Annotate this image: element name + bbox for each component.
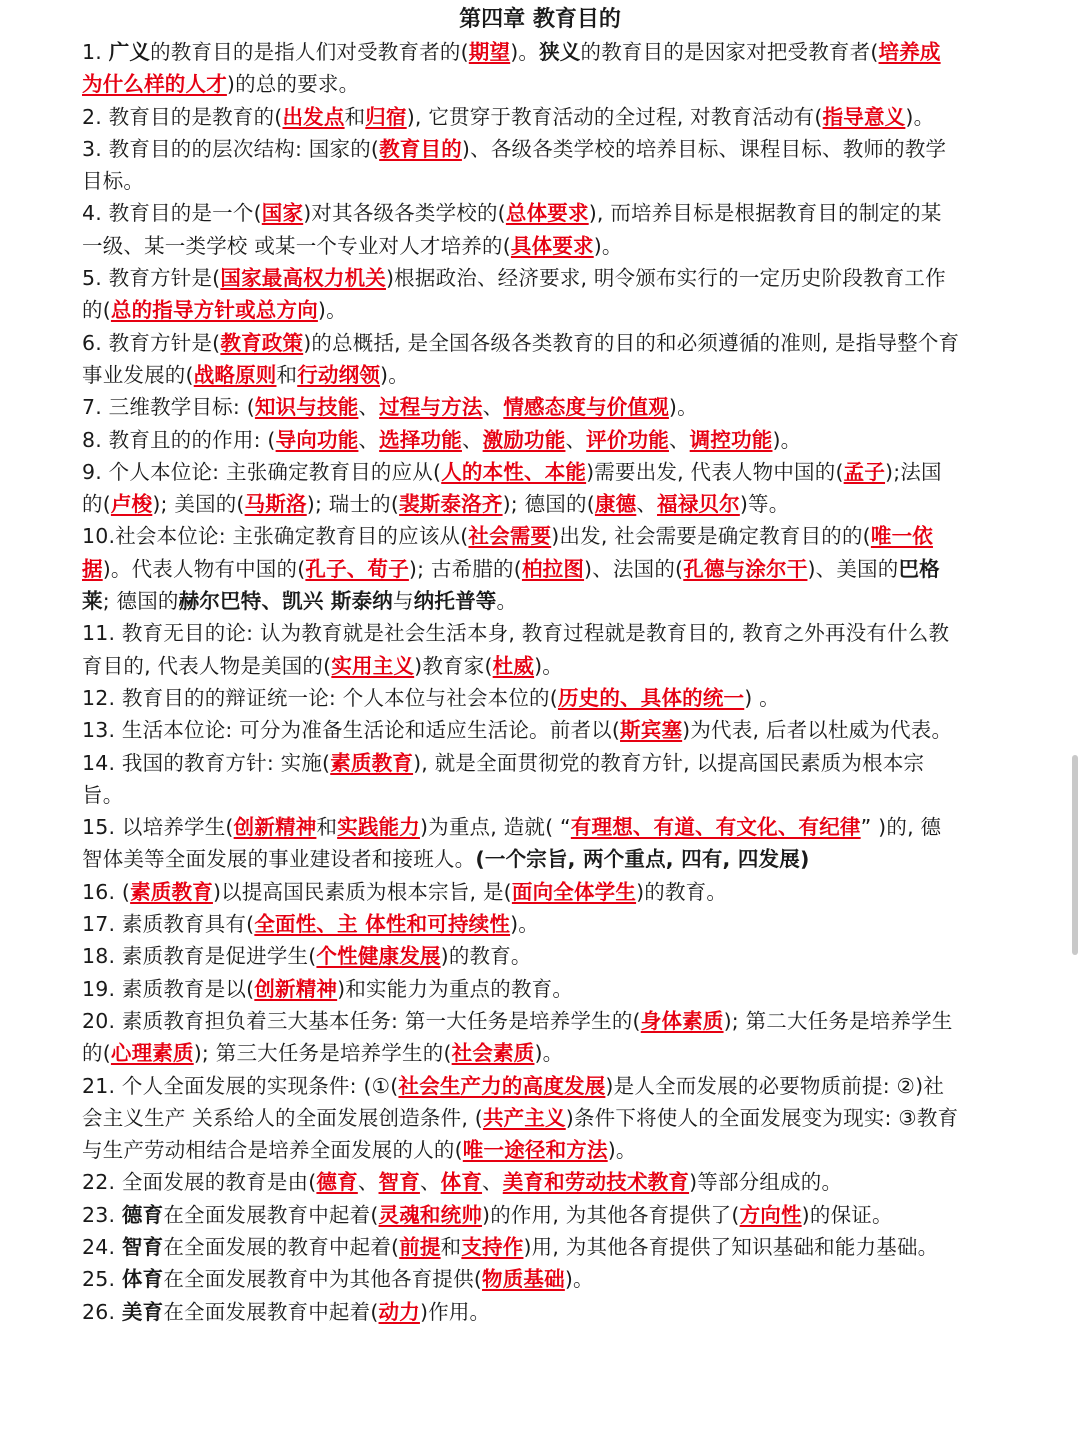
bold-term: 美育	[121, 1299, 164, 1324]
item-text: )。	[534, 653, 563, 678]
item-text: ); 第二大任务是培养学生的(	[82, 1008, 953, 1066]
item-text: 和	[316, 815, 338, 840]
answer-highlight: 唯一途径和方法	[462, 1138, 608, 1163]
item-text: 12. 教育目的的辩证统一论: 个人本位与社会本位的(	[82, 685, 558, 710]
item-text: )、美国的	[807, 556, 899, 581]
item-text: 17. 素质教育具有(	[82, 912, 255, 937]
item-text: )以提高国民素质为根本宗旨, 是(	[212, 879, 512, 904]
item-text: 14. 我国的教育方针: 实施(	[82, 750, 331, 775]
item-text: 10.社会本位论: 主张确定教育目的应该从(	[82, 524, 469, 549]
answer-highlight: 过程与方法	[379, 395, 483, 420]
item-text: 在全面发展的教育中起着(	[163, 1234, 400, 1259]
list-item	[82, 876, 960, 908]
bold-term: 体育	[121, 1267, 164, 1292]
item-text: )。	[534, 1041, 564, 1066]
list-item	[82, 682, 960, 714]
list-item	[82, 1296, 960, 1328]
answer-highlight: 出发点	[282, 104, 345, 129]
item-text: )。	[905, 104, 935, 129]
item-text: 和	[344, 104, 366, 129]
item-text: )的作用, 为其他各育提供了(	[482, 1202, 740, 1227]
list-item	[82, 747, 960, 812]
answer-highlight: 斯宾塞	[620, 718, 683, 743]
item-text: )根据政治、经济要求, 明令颁布实行的一定历史阶段教育工作的(	[82, 266, 946, 323]
list-item	[82, 456, 960, 521]
answer-highlight: 教育目的	[379, 136, 462, 161]
list-item	[82, 617, 960, 682]
list-item	[82, 101, 960, 133]
item-text: 23.	[82, 1202, 122, 1227]
answer-highlight: 柏拉图	[521, 556, 585, 581]
answer-highlight: 裴斯泰洛齐	[399, 492, 503, 517]
item-text: 24.	[82, 1234, 122, 1259]
item-text: 2. 教育目的是教育的(	[82, 104, 283, 129]
item-text: 、	[482, 395, 504, 420]
answer-highlight: 社会需要	[468, 524, 552, 549]
list-item	[82, 1263, 960, 1295]
list-item	[82, 36, 960, 101]
answer-highlight: 总体要求	[505, 201, 589, 226]
item-text: 5. 教育方针是(	[82, 266, 221, 291]
answer-highlight: 归宿	[365, 104, 407, 129]
list-item	[82, 811, 960, 876]
answer-highlight: 激励功能	[482, 427, 566, 452]
answer-highlight: 有理想、有道、有文化、有纪律	[570, 815, 861, 840]
item-text: 8. 教育且的的作用: (	[82, 427, 276, 452]
answer-highlight: 创新精神	[233, 815, 317, 840]
item-text: )。	[668, 395, 698, 420]
item-text: )作用。	[419, 1299, 491, 1324]
answer-highlight: 创新精神	[254, 976, 338, 1001]
item-text: ), 它贯穿于教育活动的全过程, 对教育活动有(	[406, 104, 823, 129]
item-text: 、	[461, 427, 483, 452]
list-item	[82, 391, 960, 423]
item-text: 的教育目的是指人们对受教育者的(	[150, 40, 469, 64]
answer-highlight: 实践能力	[337, 815, 420, 840]
item-text: )。	[510, 40, 540, 64]
answer-highlight: 德育	[316, 1170, 358, 1195]
item-text: )条件下将使人的全面发展变为现实: ③教育与生产劳动相结合是培养全面发展的人的(	[82, 1105, 959, 1163]
list-item	[82, 1070, 960, 1167]
answer-highlight: 心理素质	[110, 1041, 194, 1066]
answer-highlight: 导向功能	[275, 427, 359, 452]
item-text: 、	[668, 427, 690, 452]
answer-highlight: 选择功能	[379, 427, 462, 452]
item-text: 11. 教育无目的论: 认为教育就是社会生活本身, 教育过程就是教育目的, 教育之外再没有什么教育目的, 代表人物是美国的(	[82, 621, 950, 678]
item-text: ), 而培养目标是根据教育目的制定的某一级、某一类学校 或某一个专业对人才培养的(	[82, 201, 942, 258]
answer-highlight: 知识与技能	[254, 395, 359, 420]
item-text: ); 第三大任务是培养学生的(	[193, 1041, 452, 1066]
answer-highlight: 福禄贝尔	[657, 492, 740, 517]
item-text: )。	[593, 233, 623, 258]
item-text: )为代表, 后者以杜威为代表。	[682, 718, 953, 743]
answer-highlight: 孔德与涂尔干	[683, 556, 808, 581]
item-text: )。	[772, 427, 802, 452]
answer-highlight: 期望	[468, 40, 511, 64]
answer-highlight: 素质教育	[330, 750, 414, 775]
item-text: 、	[357, 1170, 379, 1195]
item-text: 、	[565, 427, 587, 452]
item-text: 在全面发展教育中起着(	[163, 1299, 379, 1324]
item-text: ); 美国的(	[152, 492, 245, 517]
item-text: ), 就是全面贯彻党的教育方针, 以提高国民素质为根本宗旨。	[82, 750, 925, 807]
list-item	[82, 940, 960, 972]
item-text: 、	[358, 395, 380, 420]
answer-highlight: 社会素质	[451, 1041, 535, 1066]
answer-highlight: 个性健康发展	[316, 944, 441, 969]
item-text: )。代表人物有中国的(	[102, 556, 306, 581]
item-text: );法国的(	[82, 459, 942, 517]
item-text: 16. (	[82, 879, 131, 904]
answer-highlight: 卢梭	[110, 492, 153, 517]
answer-highlight: 社会生产力的高度发展	[398, 1073, 606, 1098]
answer-highlight: 支持作	[461, 1234, 524, 1259]
answer-highlight: 调控功能	[689, 427, 773, 452]
item-text: 在全面发展教育中为其他各育提供(	[163, 1267, 483, 1292]
item-text: 。	[496, 589, 518, 614]
item-text: 21. 个人全面发展的实现条件: (①(	[82, 1073, 399, 1098]
list-item	[82, 973, 960, 1005]
item-text: 和	[276, 362, 298, 387]
item-text: )教育家(	[414, 653, 493, 678]
item-text: 、	[358, 427, 380, 452]
item-text: )。	[607, 1138, 637, 1163]
answer-highlight: 方向性	[739, 1202, 802, 1227]
answer-highlight: 国家最高权力机关	[220, 266, 386, 291]
item-text: 和	[440, 1234, 462, 1259]
bold-term: 巴格莱	[82, 556, 940, 614]
answer-highlight: 素质教育	[130, 879, 213, 904]
item-text: )。	[564, 1267, 594, 1292]
item-text: 20. 素质教育担负着三大基本任务: 第一大任务是培养学生的(	[82, 1008, 641, 1033]
answer-highlight: 马斯洛	[244, 492, 307, 517]
list-item	[82, 714, 960, 746]
item-text: )是人全而发展的必要物质前提: ②)社会主义生产 关系给人的全面发展创造条件, (	[82, 1073, 945, 1130]
item-text: )用, 为其他各育提供了知识基础和能力基础。	[523, 1234, 939, 1259]
item-text: 1.	[82, 40, 109, 64]
answer-highlight: 总的指导方针或总方向	[110, 298, 318, 323]
item-text: )的总的要求。	[226, 72, 360, 97]
bold-term: 智育	[121, 1234, 164, 1259]
item-text: )等部分组成的。	[689, 1170, 843, 1195]
list-item	[82, 1199, 960, 1231]
answer-highlight: 身体素质	[640, 1008, 724, 1033]
answer-highlight: 情感态度与价值观	[503, 395, 669, 420]
item-text: 、	[636, 492, 658, 517]
scrollbar[interactable]	[1072, 755, 1078, 955]
item-text: )和实能力为重点的教育。	[337, 976, 574, 1001]
item-text: 15. 以培养学生(	[82, 815, 234, 840]
item-text: 19. 素质教育是以(	[82, 976, 255, 1001]
answer-highlight: 杜威	[492, 653, 535, 678]
answer-highlight: 实用主义	[331, 653, 415, 678]
answer-highlight: 培养成为什么样的人才	[82, 40, 941, 97]
item-text: )需要出发, 代表人物中国的(	[586, 459, 844, 484]
list-item	[82, 133, 960, 198]
item-text: 26.	[82, 1299, 122, 1324]
answer-highlight: 人的本性、本能	[441, 459, 587, 484]
answer-highlight: 评价功能	[586, 427, 669, 452]
answer-highlight: 行动纲领	[297, 362, 381, 387]
answer-highlight: 全面性、主 体性和可持续性	[254, 912, 511, 937]
item-text: 25.	[82, 1267, 122, 1292]
item-text: 、	[419, 1170, 441, 1195]
item-text: 18. 素质教育是促进学生(	[82, 944, 317, 969]
list-item	[82, 908, 960, 940]
answer-highlight: 具体要求	[510, 233, 594, 258]
list-item	[82, 1231, 960, 1263]
bold-term: 赫尔巴特、凯兴 斯泰纳	[178, 589, 393, 614]
list-item	[82, 327, 960, 392]
item-text: )的教育。	[636, 879, 728, 904]
list-item	[82, 520, 960, 617]
item-text: )、各级各类学校的培养目标、课程目标、教师的教学目标。	[82, 136, 947, 194]
item-text: ) 。	[744, 685, 780, 710]
item-text: 4. 教育目的是一个(	[82, 201, 262, 226]
item-text: )。	[510, 912, 539, 937]
bold-term: 狭义	[539, 40, 581, 64]
item-text: 6. 教育方针是(	[82, 330, 221, 355]
list-item	[82, 1166, 960, 1198]
answer-highlight: 共产主义	[482, 1105, 566, 1130]
item-text: )的保证。	[801, 1202, 893, 1227]
answer-highlight: 体育	[440, 1170, 483, 1195]
item-text: 22. 全面发展的教育是由(	[82, 1170, 317, 1195]
answer-highlight: 物质基础	[482, 1267, 565, 1292]
item-text: )的总概括, 是全国各级各类教育的目的和必须遵循的准则, 是指导整个育事业发展的(	[82, 330, 960, 387]
list-item	[82, 424, 960, 456]
item-text: ); 德国的(	[502, 492, 595, 517]
item-text: 在全面发展教育中起着(	[163, 1202, 379, 1227]
item-text: )出发, 社会需要是确定教育目的的(	[551, 524, 871, 549]
item-text: )。	[380, 362, 409, 387]
item-text: 3. 教育目的的层次结构: 国家的(	[82, 136, 380, 161]
answer-highlight: 灵魂和统帅	[378, 1202, 483, 1227]
item-text: )、法国的(	[584, 556, 684, 581]
item-text: ); 瑞士的(	[306, 492, 400, 517]
item-text: 7. 三维教学目标: (	[82, 395, 255, 420]
bold-term: 广义	[108, 40, 151, 64]
bold-term: 德育	[121, 1202, 164, 1227]
list-item	[82, 1005, 960, 1070]
answer-highlight: 国家	[261, 201, 304, 226]
bold-term: 纳托普等	[413, 589, 497, 614]
item-text: )为重点, 造就( “	[419, 815, 571, 840]
answer-highlight: 战略原则	[193, 362, 277, 387]
item-text: 9. 个人本位论: 主张确定教育目的应从(	[82, 459, 442, 484]
document-body	[0, 36, 1080, 1328]
bold-term: (一个宗旨, 两个重点, 四有, 四发展)	[475, 847, 810, 872]
item-text: 的教育目的是因家对把受教育者(	[580, 40, 879, 64]
answer-highlight: 唯一依据	[82, 524, 933, 581]
item-text: 13. 生活本位论: 可分为准备生活论和适应生活论。前者以(	[82, 718, 621, 743]
item-text: )对其各级各类学校的(	[303, 201, 506, 226]
item-text: )的教育。	[440, 944, 532, 969]
item-text: ; 德国的	[102, 589, 179, 614]
item-text: 与	[392, 589, 414, 614]
item-text: 、	[482, 1170, 503, 1195]
answer-highlight: 指导意义	[822, 104, 906, 129]
answer-highlight: 孔子、荀子	[305, 556, 409, 581]
list-item	[82, 262, 960, 327]
page-title: 第四章 教育目的	[459, 7, 621, 32]
answer-highlight: 教育政策	[220, 330, 304, 355]
item-text: )。	[317, 298, 347, 323]
list-item	[82, 197, 960, 262]
item-text: ” )的, 德智体美等全面发展的事业建设者和接班人。	[82, 815, 942, 872]
answer-highlight: 前提	[399, 1234, 441, 1259]
answer-highlight: 美育和劳动技术教育	[502, 1170, 690, 1195]
item-text: )等。	[739, 492, 790, 517]
answer-highlight: 康德	[594, 492, 637, 517]
answer-highlight: 面向全体学生	[511, 879, 637, 904]
answer-highlight: 动力	[378, 1299, 420, 1324]
answer-highlight: 历史的、具体的统一	[557, 685, 745, 710]
answer-highlight: 智育	[378, 1170, 420, 1195]
item-text: ); 古希腊的(	[408, 556, 522, 581]
answer-highlight: 孟子	[843, 459, 886, 484]
